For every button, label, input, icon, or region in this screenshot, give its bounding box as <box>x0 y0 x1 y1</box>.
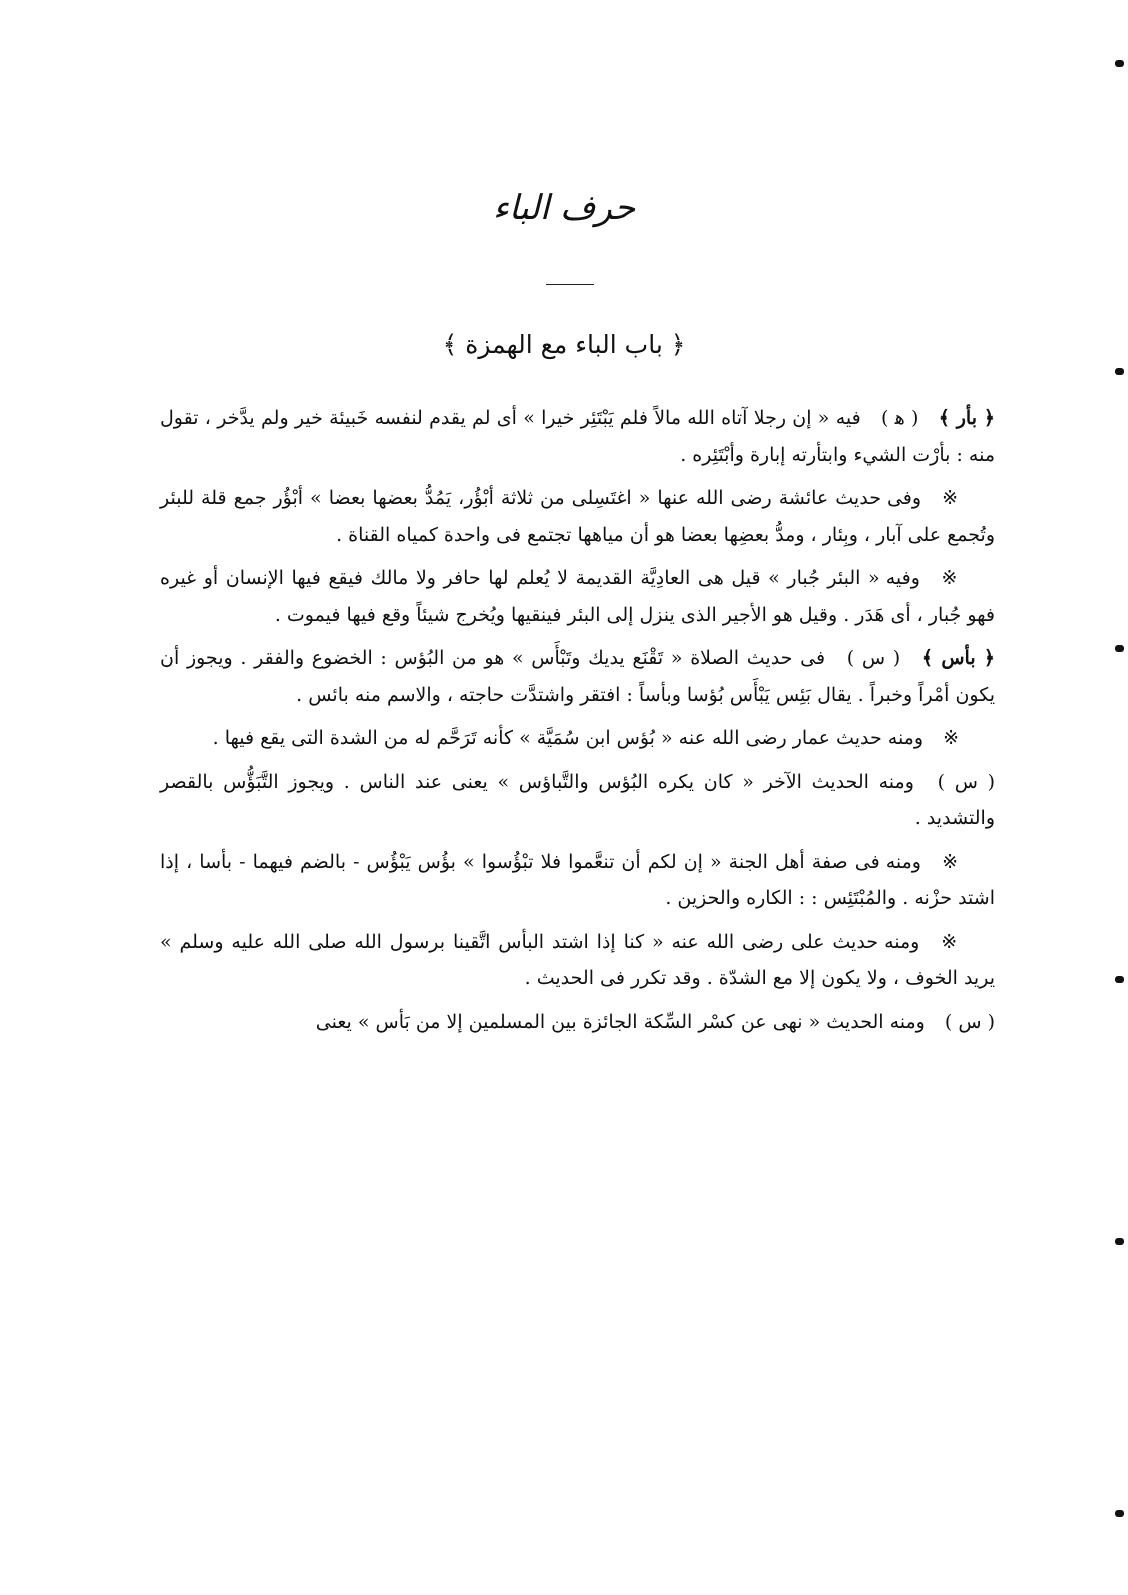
entry-text: ومنه حديث على رضى الله عنه « كنا إذا اشتد البأس اتَّقينا برسول الله صلى الله عليه وسلم » يريد الخوف ، ولا يكون إلا مع الشدّة . وقد تكرر فى الحديث . <box>160 930 995 989</box>
entry-tabaus <box>160 764 995 837</box>
source-tag: ( س ) <box>937 770 995 793</box>
scan-edge-mark <box>1115 368 1124 375</box>
star-marker: ※ <box>942 850 960 873</box>
divider-rule <box>546 284 594 285</box>
source-tag: ( ﻫ ) <box>881 407 919 429</box>
page-body <box>160 400 995 1047</box>
entry-text: فى حديث الصلاة « تَقْنَع يديك وتَبْأَس » هو من البُؤس : الخضوع والفقر . ويجوز أن يكون أمْراً وخبراً . يقال بَئِس يَبْأَس بُؤسا وبأساً : افتقر واشتدَّت حاجته ، والاسم منه بائس . <box>160 647 995 706</box>
entry-text: وفى حديث عائشة رضى الله عنها « اغتَسِلى من ثلاثة أبْؤُر، يَمُدُّ بعضها بعضا » أبْؤُر جمع قلة للبئر وتُجمع على آبار ، وبِئار ، ومدُّ بعضِها بعضا هو أن مياهها تجتمع فى واحدة كمياه القناة . <box>160 487 995 546</box>
entry-text: ومنه الحديث « نهى عن كسْر السِّكة الجائزة بين المسلمين إلا من بَأس » يعنى <box>315 1010 925 1033</box>
entry-ali <box>160 924 995 997</box>
entry-keyword: ﴿ بأر ﴾ <box>938 407 995 429</box>
entry-text: ومنه فى صفة أهل الجنة « إن لكم أن تنعَّموا فلا تبْؤُسوا » بؤُس يَبْؤُس - بالضم فيهما - بأسا ، إذا اشتد حزْنه . والمُبْتَئِس : : الكاره والحزين . <box>160 850 995 909</box>
source-tag: ( س ) <box>944 1010 995 1033</box>
scan-edge-mark <box>1115 1510 1124 1517</box>
chapter-title: حرف الباء <box>492 188 636 228</box>
entry-text: فيه « إن رجلا آتاه الله مالاً فلم يَبْتَئِر خيرا » أى لم يقدم لنفسه خَبيئة خير ولم يدَّخر ، تقول منه : بأرْت الشيء وابتأرته إبارة وأبْتَئِره . <box>160 407 995 466</box>
entry-bar <box>160 400 995 473</box>
star-marker: ※ <box>941 930 959 953</box>
entry-text: ومنه حديث عمار رضى الله عنه « بُؤس ابن سُمَيَّة » كأنه تَرَحَّم له من الشدة التى يقع فيها . <box>212 727 924 749</box>
scan-edge-mark <box>1115 1238 1124 1245</box>
scan-edge-mark <box>1115 645 1124 652</box>
entry-bas <box>160 640 995 713</box>
star-marker: ※ <box>941 567 959 589</box>
section-title: ﴿ باب الباء مع الهمزة ﴾ <box>442 330 686 359</box>
entry-bar-aisha <box>160 480 995 553</box>
entry-keyword: ﴿ بأس ﴾ <box>921 647 996 669</box>
star-marker: ※ <box>943 727 959 749</box>
star-marker: ※ <box>942 487 960 509</box>
entry-text: ومنه الحديث الآخر « كان يكره البُؤس والتَّباؤس » يعنى عند الناس . ويجوز التَّبَؤُّس بالقصر والتشديد . <box>160 770 995 829</box>
entry-text: وفيه « البئر جُبار » قيل هى العادِيَّة القديمة لا يُعلم لها حافر ولا مالك فيقع فيها الإنسان أو غيره فهو جُبار ، أى هَدَر . وقيل هو الأجير الذى ينزل إلى البئر فينقيها ويُخرج شيئاً وقع فيها فيموت . <box>160 567 995 626</box>
entry-sikka <box>160 1004 995 1041</box>
entry-jannah <box>160 844 995 917</box>
entry-ammar <box>160 720 995 757</box>
scan-edge-mark <box>1115 976 1124 983</box>
source-tag: ( س ) <box>846 647 901 669</box>
scan-edge-mark <box>1115 60 1124 67</box>
entry-bir-jubar <box>160 560 995 633</box>
